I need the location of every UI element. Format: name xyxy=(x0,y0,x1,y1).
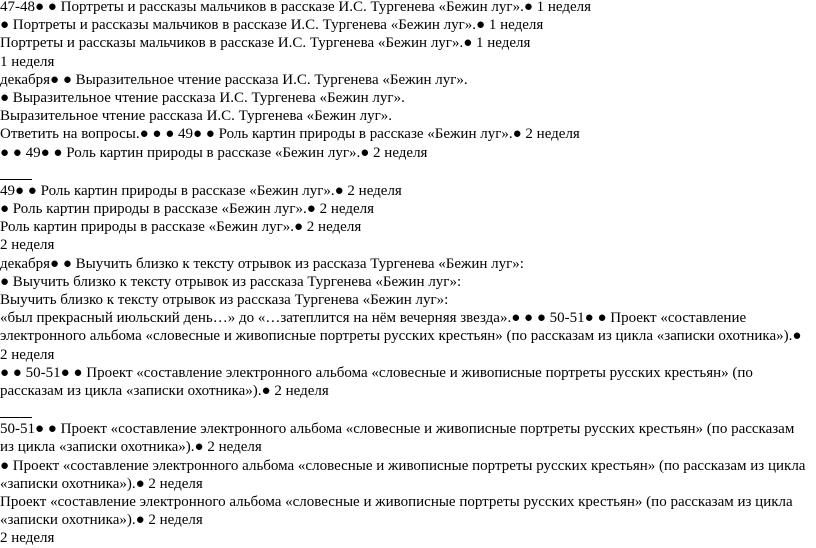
text-line: 2 неделя xyxy=(0,530,55,547)
text-line: Роль картин природы в рассказе «Бежин луг».● 2 неделя xyxy=(0,219,362,236)
blank-space xyxy=(0,400,812,417)
text-line: 1 неделя xyxy=(0,53,55,70)
blank-space xyxy=(0,162,812,179)
text-paragraph: ● ● 50-51● ● Проект «составление электронного альбома «словесные и живописные портреты русских крестьян» (по рассказам из цикла «записки охотника»).● 2 неделя xyxy=(0,364,753,400)
text-line: 49● ● Роль картин природы в рассказе «Бежин луг».● 2 неделя xyxy=(0,182,402,199)
text-line: ● Выучить близко к тексту отрывок из рассказа Тургенева «Бежин луг»: xyxy=(0,273,462,290)
text-paragraph: 50-51● ● Проект «составление электронного альбома «словесные и живописные портреты русских крестьян» (по рассказам из цикла «записки охотника»).● 2 неделя xyxy=(0,421,795,456)
text-line: Ответить на вопросы.● ● ● 49● ● Роль картин природы в рассказе «Бежин луг».● 2 неделя xyxy=(0,126,580,143)
text-line: 2 неделя xyxy=(0,237,55,254)
text-line: ● Портреты и рассказы мальчиков в рассказе И.С. Тургенева «Бежин луг».● 1 неделя xyxy=(0,17,544,34)
separator-rule xyxy=(0,179,32,180)
separator-rule xyxy=(0,417,32,418)
text-line: 47-48● ● Портреты и рассказы мальчиков в рассказе И.С. Тургенева «Бежин луг».● 1 неделя xyxy=(0,0,592,15)
text-line: декабря● ● Выразительное чтение рассказа И.С. Тургенева «Бежин луг». xyxy=(0,71,468,88)
text-paragraph: ● Проект «составление электронного альбома «словесные и живописные портреты русских крестьян» (по рассказам из цикла «записки охотника»).● 2 неделя xyxy=(0,457,806,492)
text-line: ● ● 49● ● Роль картин природы в рассказе «Бежин луг».● 2 неделя xyxy=(0,144,428,161)
text-paragraph: «был прекрасный июльский день…» до «…затеплится на нём вечерняя звезда».● ● ● 50-51● ● Проект «составление электронного альбома «словесные и живописные портреты русских крестьян» (по рассказам из цикла «записки охотника»).● 2 неделя xyxy=(0,310,802,363)
text-line: декабря● ● Выучить близко к тексту отрывок из рассказа Тургенева «Бежин луг»: xyxy=(0,255,524,272)
text-paragraph: Проект «составление электронного альбома «словесные и живописные портреты русских крестьян» (по рассказам из цикла «записки охотника»).● 2 неделя xyxy=(0,494,793,529)
text-line: Портреты и рассказы мальчиков в рассказе И.С. Тургенева «Бежин луг».● 1 неделя xyxy=(0,35,531,52)
text-line: Выразительное чтение рассказа И.С. Тургенева «Бежин луг». xyxy=(0,108,393,125)
text-line: ● Выразительное чтение рассказа И.С. Тургенева «Бежин луг». xyxy=(0,90,405,107)
text-line: Выучить близко к тексту отрывок из рассказа Тургенева «Бежин луг»: xyxy=(0,292,449,309)
text-line: ● Роль картин природы в рассказе «Бежин луг».● 2 неделя xyxy=(0,201,375,218)
